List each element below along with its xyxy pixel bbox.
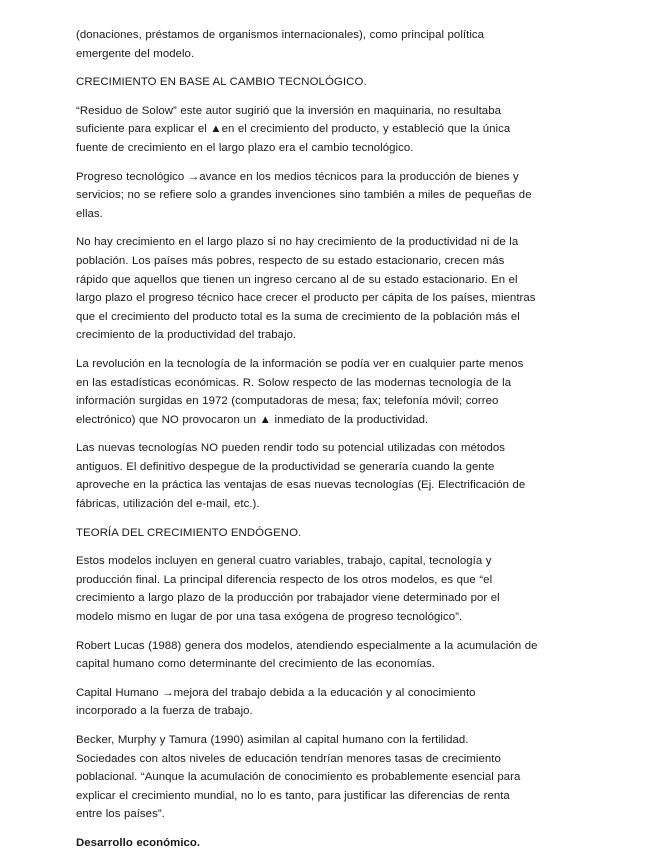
paragraph-robert-lucas — [76, 637, 595, 674]
text-line: crecimiento de la productividad del trabajo. — [76, 329, 297, 342]
text-line: fuente de crecimiento en el largo plazo era el cambio tecnológico. — [76, 141, 414, 154]
text-line: electrónico) que NO provocaron un ▲ inmediato de la productividad. — [76, 413, 429, 426]
text-line: Robert Lucas (1988) genera dos modelos, atendiendo especialmente a la acumulación de — [76, 639, 538, 652]
text-line: población. Los países más pobres, respecto de su estado estacionario, crecen más — [76, 254, 505, 267]
text-line: largo plazo el progreso técnico hace crecer el producto per cápita de los países, mientras — [76, 292, 536, 305]
text-line: antiguos. El definitivo despegue de la productividad se generaría cuando la gente — [76, 460, 495, 473]
text-line: aproveche en la práctica las ventajas de esas nuevas tecnologías (Ej. Electrificación de — [76, 479, 526, 492]
text-line: La revolución en la tecnología de la información se podía ver en cualquier parte menos — [76, 357, 524, 370]
text-line: en las estadísticas económicas. R. Solow respecto de las modernas tecnología de la — [76, 376, 512, 389]
paragraph-long-run-growth — [76, 233, 595, 345]
section-heading-economic-development — [76, 834, 595, 853]
paragraph-technological-progress — [76, 168, 595, 224]
text-line: poblacional. “Aunque la acumulación de conocimiento es probablemente esencial para — [76, 771, 521, 784]
paragraph-new-technologies — [76, 439, 595, 513]
text-line: Estos modelos incluyen en general cuatro variables, trabajo, capital, tecnología y — [76, 555, 492, 568]
paragraph-it-revolution — [76, 355, 595, 429]
text-line: producción final. La principal diferencia respecto de los otros modelos, es que “el — [76, 573, 493, 586]
paragraph-solow-residual — [76, 102, 595, 158]
text-line: Progreso tecnológico →avance en los medios técnicos para la producción de bienes y — [76, 170, 519, 183]
text-line: modelo mismo en lugar de por una tasa exógena de progreso tecnológico”. — [76, 611, 463, 624]
text-line: capital humano como determinante del crecimiento de las economías. — [76, 658, 435, 671]
text-line: servicios; no se refiere solo a grandes invenciones sino también a miles de pequeñas de — [76, 189, 532, 202]
text-line: fábricas, utilización del e-mail, etc.). — [76, 498, 260, 511]
heading-text: CRECIMIENTO EN BASE AL CAMBIO TECNOLÓGICO. — [76, 76, 367, 89]
paragraph-becker-murphy-tamura — [76, 731, 595, 824]
text-line: explicar el crecimiento mundial, no lo es tanto, para justificar las diferencias de renta — [76, 789, 510, 802]
text-line: rápido que aquellos que tienen un ingreso cercano al de su estado estacionario. En el — [76, 273, 518, 286]
heading-text: Desarrollo económico. — [76, 836, 201, 849]
text-line: ellas. — [76, 207, 103, 220]
text-line: Becker, Murphy y Tamura (1990) asimilan al capital humano con la fertilidad. — [76, 734, 469, 746]
text-line: entre los países”. — [76, 808, 165, 821]
paragraph-intro-continuation — [76, 26, 595, 63]
text-line: emergente del modelo. — [76, 47, 195, 60]
text-line: información surgidas en 1972 (computadoras de mesa; fax; telefonía móvil; correo — [76, 395, 499, 408]
paragraph-human-capital — [76, 684, 595, 721]
text-line: que el crecimiento del producto total es la suma de crecimiento de la población más el — [76, 310, 520, 323]
text-line: Sociedades con altos niveles de educación tendrían menores tasas de crecimiento — [76, 752, 501, 765]
text-line: crecimiento a largo plazo de la producción por trabajador viene determinado por el — [76, 592, 500, 605]
section-heading-technological-change — [76, 73, 595, 92]
paragraph-endogenous-models — [76, 552, 595, 626]
text-line: “Residuo de Solow” este autor sugirió que la inversión en maquinaria, no resultaba — [76, 104, 501, 117]
text-line: No hay crecimiento en el largo plazo si no hay crecimiento de la productividad ni de la — [76, 236, 519, 249]
section-heading-endogenous-growth — [76, 524, 595, 543]
text-line: Capital Humano →mejora del trabajo debida a la educación y al conocimiento — [76, 686, 476, 699]
text-line: Las nuevas tecnologías NO pueden rendir todo su potencial utilizadas con métodos — [76, 442, 506, 455]
heading-text: TEORÍA DEL CRECIMIENTO ENDÓGENO. — [76, 526, 302, 539]
text-line: suficiente para explicar el ▲en el crecimiento del producto, y estableció que la única — [76, 123, 511, 136]
text-line: (donaciones, préstamos de organismos internacionales), como principal política — [76, 29, 485, 41]
text-line: incorporado a la fuerza de trabajo. — [76, 705, 253, 718]
